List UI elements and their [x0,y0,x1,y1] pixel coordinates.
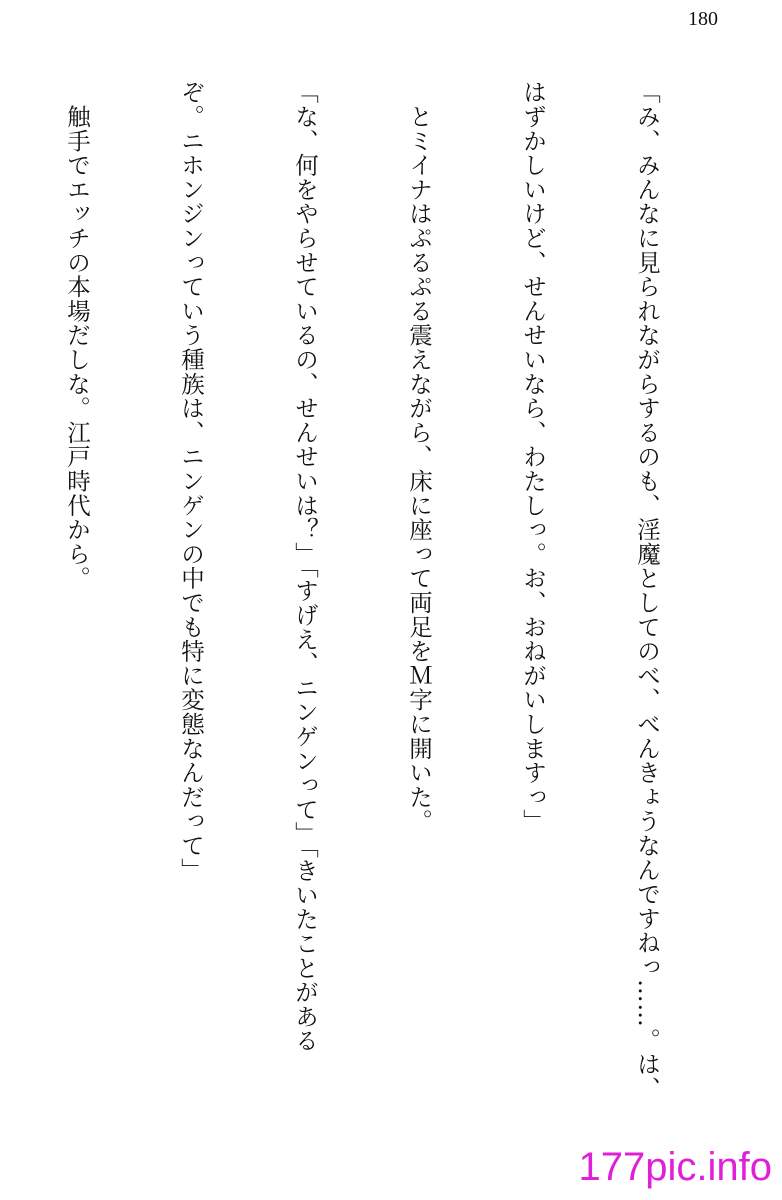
text-line: 「な、何をやらせているの、せんせいは？」「すげえ、ニンゲンって」「きいたことがある [291,80,319,1053]
text-line: ぞ。ニホンジンっていう種族は、ニンゲンの中でも特に変態なんだって」 [177,80,205,882]
page-number: 180 [688,8,718,30]
vertical-text-block [42,80,742,1160]
watermark: 177pic.info [578,1145,772,1189]
text-line: 触手でエッチの本場だしな。江戸時代から。 [63,80,91,591]
text-line: 「み、みんなに見られながらするのも、淫魔としてのべ、べんきょうなんですねっ……。は、 [633,80,661,1101]
text-line: はずかしいけど、せんせいなら、わたしっ。お、おねがいしますっ」 [519,80,547,834]
text-line: とミイナはぷるぷる震えながら、床に座って両足をＭ字に開いた。 [405,80,433,834]
